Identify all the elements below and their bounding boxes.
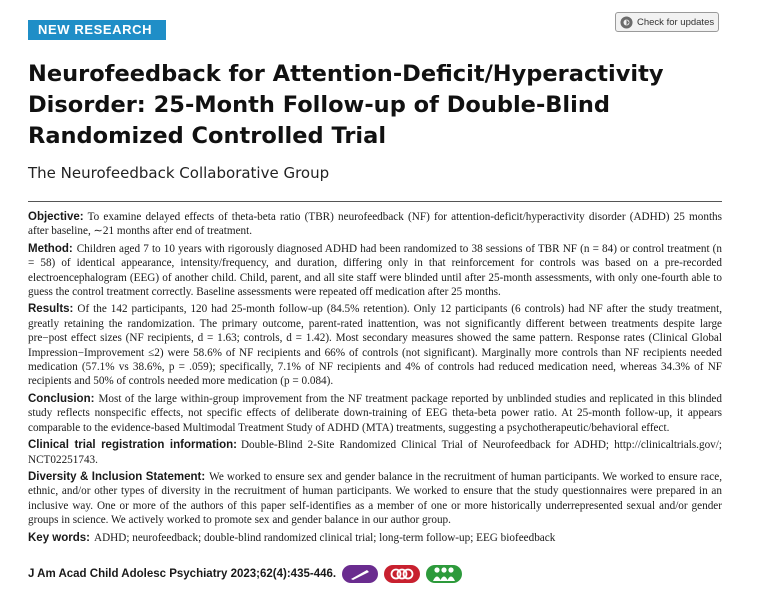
badge-cells: [384, 565, 420, 583]
check-for-updates-label: Check for updates: [637, 16, 715, 28]
objective-label: Objective:: [28, 211, 84, 223]
diversity-label: Diversity & Inclusion Statement:: [28, 470, 206, 483]
pen-icon: [349, 568, 371, 580]
conclusion-text: Most of the large within-group improvement from the NF treatment package reported by unblinded studies and replicated in this blinded study reflects nonspecific effects, not specific effects of deliberate down-training of EEG theta-beta power ratio. At 25-month follow-up, it appears comparable to the evidence-based Multimodal Treatment Study of ADHD (MTA) treatments, suggesting a psychotherapeutic/behavioral effect.: [28, 392, 722, 434]
divider: [28, 201, 722, 202]
method-label: Method:: [28, 242, 73, 255]
method-text: Children aged 7 to 10 years with rigorously diagnosed ADHD had been randomized to 38 sessions of TBR NF (n = 84) or control treatment (n = 58) of identical appearance, intensity/frequency, and duration, differing only in that reinforcement for controls was based on a pre-recorded electroencephalogram (EEG) of another child. Child, parent, and all site staff were blinded until after 25-month assessments, with only one-fourth able to guess the control treatment correctly. Baseline assessments were repeated off medication after 25 months.: [28, 242, 722, 299]
conclusion-section: [28, 392, 722, 435]
objective-section: [28, 210, 722, 239]
badge-pen: [342, 565, 378, 583]
citation-line: [28, 565, 462, 583]
journal-citation: J Am Acad Child Adolesc Psychiatry 2023;62(4):435-446.: [28, 568, 337, 580]
author-list: The Neurofeedback Collaborative Group: [28, 164, 330, 182]
diversity-text: We worked to ensure sex and gender balance in the recruitment of human participants. We worked to ensure race, ethnic, and/or other types of diversity in the recruitment of human participants. We worked to ensure that the study questionnaires were prepared in an inclusive way. One or more of the authors of this paper self-identifies as a member of one or more historically underrepresented sexual and/or gender groups in science. We actively worked to promote sex and gender balance in our author group.: [28, 470, 722, 527]
section-banner: NEW RESEARCH: [28, 20, 166, 40]
abstract: [28, 210, 722, 548]
registration-label: Clinical trial registration information:: [28, 439, 237, 452]
results-label: Results:: [28, 303, 74, 316]
people-icon: [430, 566, 458, 582]
keywords-section: [28, 531, 722, 545]
crossmark-icon: [620, 16, 633, 29]
conclusion-label: Conclusion:: [28, 392, 95, 405]
results-section: [28, 302, 722, 388]
keywords-label: Key words:: [28, 531, 90, 544]
keywords-text: ADHD; neurofeedback; double-blind randomized clinical trial; long-term follow-up; EEG biofeedback: [94, 531, 556, 544]
article-title: Neurofeedback for Attention-Deficit/Hyperactivity Disorder: 25-Month Follow-up of Double-Blind Randomized Controlled Trial: [28, 61, 664, 149]
objective-text: To examine delayed effects of theta-beta ratio (TBR) neurofeedback (NF) for attention-deficit/hyperactivity disorder (ADHD) 25 months after baseline, ∼21 months after end of treatment.: [28, 211, 722, 238]
diversity-section: [28, 470, 722, 528]
results-text: Of the 142 participants, 120 had 25-month follow-up (84.5% retention). Only 12 participants (6 controls) had NF after the study treatment, greatly retaining the randomization. The primary outcome, parent-rated inattention, was not significantly different between treatments despite large pre−post effect sizes (NF recipients, d = 1.63; controls, d = 1.42). Most secondary measures showed the same pattern. Response rates (Clinical Global Impression−Improvement ≤2) were 58.6% of NF recipients and 66% of controls (not significant). Marginally more controls than NF recipients needed medication (57.1% vs 38.6%, p = .059); specifically, 7.1% of NF recipients and 4% of controls had reduced medication need, whereas 34.3% of NF recipients and 50% of controls needed more medication (p = 0.084).: [28, 303, 722, 388]
registration-text: Double-Blind 2-Site Randomized Clinical Trial of Neurofeedback for ADHD; http://clinicaltrials.gov/; NCT02251743.: [28, 439, 722, 466]
check-for-updates-button[interactable]: [615, 12, 719, 32]
cells-icon: [389, 567, 415, 581]
method-section: [28, 242, 722, 300]
badge-people: [426, 565, 462, 583]
registration-section: [28, 438, 722, 467]
